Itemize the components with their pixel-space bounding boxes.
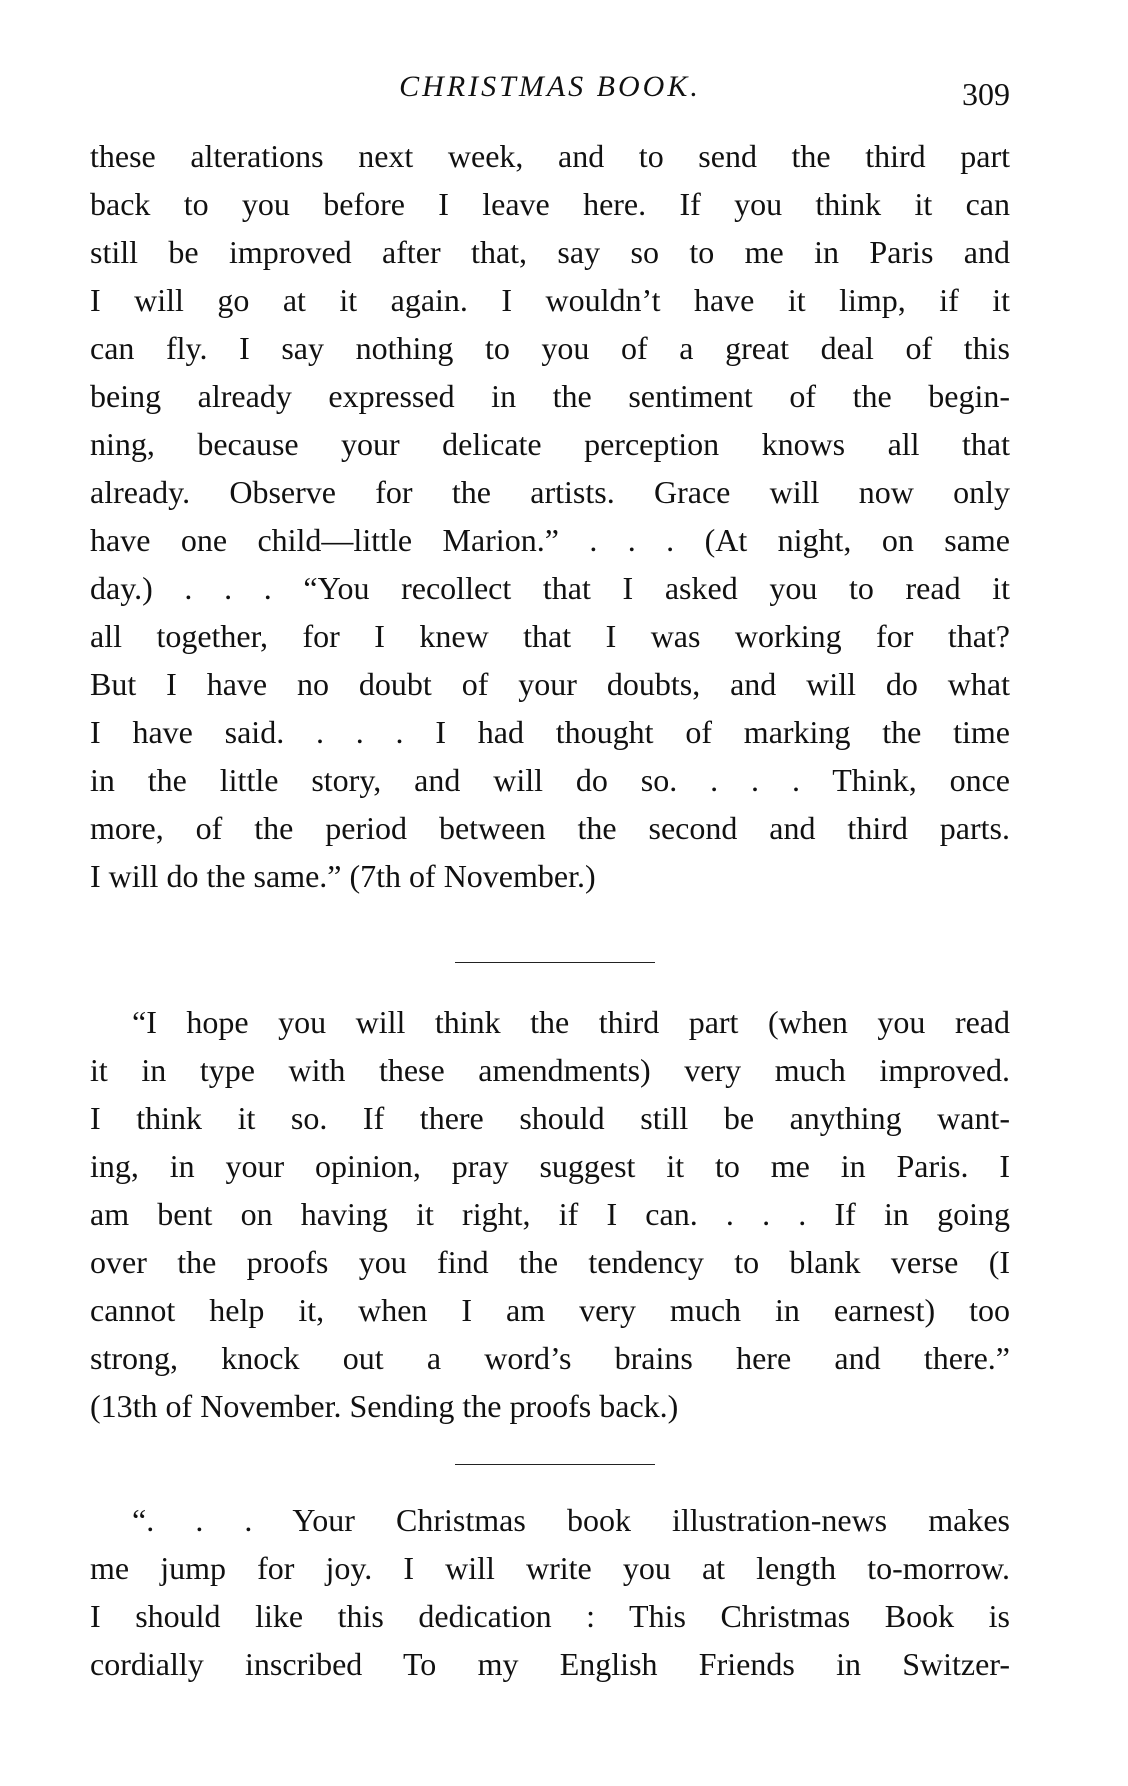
text-line: have one child—little Marion.” . . . (At night, on same xyxy=(90,522,1010,558)
text-line: all together, for I knew that I was working for that? xyxy=(90,618,1010,654)
paragraph-2 xyxy=(90,998,1010,1430)
text-line: more, of the period between the second and third parts. xyxy=(90,810,1010,846)
text-line: me jump for joy. I will write you at length to-morrow. xyxy=(90,1550,1010,1586)
running-title: CHRISTMAS BOOK. xyxy=(399,70,701,103)
text-line: these alterations next week, and to send the third part xyxy=(90,138,1010,174)
section-divider xyxy=(455,1464,655,1465)
text-line: I will go at it again. I wouldn’t have it limp, if it xyxy=(90,282,1010,318)
text-line: still be improved after that, say so to me in Paris and xyxy=(90,234,1010,270)
text-line: in the little story, and will do so. . . . Think, once xyxy=(90,762,1010,798)
text-line: (13th of November. Sending the proofs back.) xyxy=(90,1388,679,1424)
text-line: “I hope you will think the third part (when you read xyxy=(132,1004,1010,1040)
text-line: cordially inscribed To my English Friends in Switzer- xyxy=(90,1646,1010,1682)
text-line: it in type with these amendments) very much improved. xyxy=(90,1052,1010,1088)
paragraph-3 xyxy=(90,1496,1010,1688)
text-line: strong, knock out a word’s brains here and there.” xyxy=(90,1340,1010,1376)
text-line: ning, because your delicate perception knows all that xyxy=(90,426,1010,462)
text-line: already. Observe for the artists. Grace will now only xyxy=(90,474,1010,510)
text-line: day.) . . . “You recollect that I asked you to read it xyxy=(90,570,1010,606)
text-line: But I have no doubt of your doubts, and will do what xyxy=(90,666,1010,702)
text-line: cannot help it, when I am very much in earnest) too xyxy=(90,1292,1010,1328)
running-head xyxy=(90,70,1010,110)
text-line: can fly. I say nothing to you of a great deal of this xyxy=(90,330,1010,366)
text-line: I have said. . . . I had thought of marking the time xyxy=(90,714,1010,750)
text-line: ing, in your opinion, pray suggest it to me in Paris. I xyxy=(90,1148,1010,1184)
text-line: being already expressed in the sentiment of the begin- xyxy=(90,378,1010,414)
text-line: back to you before I leave here. If you think it can xyxy=(90,186,1010,222)
text-line: am bent on having it right, if I can. . . . If in going xyxy=(90,1196,1010,1232)
paragraph-1 xyxy=(90,132,1010,900)
section-divider xyxy=(455,962,655,963)
page-number: 309 xyxy=(962,76,1010,112)
text-line: “. . . Your Christmas book illustration-news makes xyxy=(132,1502,1010,1538)
text-line: I think it so. If there should still be anything want- xyxy=(90,1100,1010,1136)
text-line: over the proofs you find the tendency to blank verse (I xyxy=(90,1244,1010,1280)
text-line: I will do the same.” (7th of November.) xyxy=(90,858,596,894)
text-line: I should like this dedication : This Christmas Book is xyxy=(90,1598,1010,1634)
